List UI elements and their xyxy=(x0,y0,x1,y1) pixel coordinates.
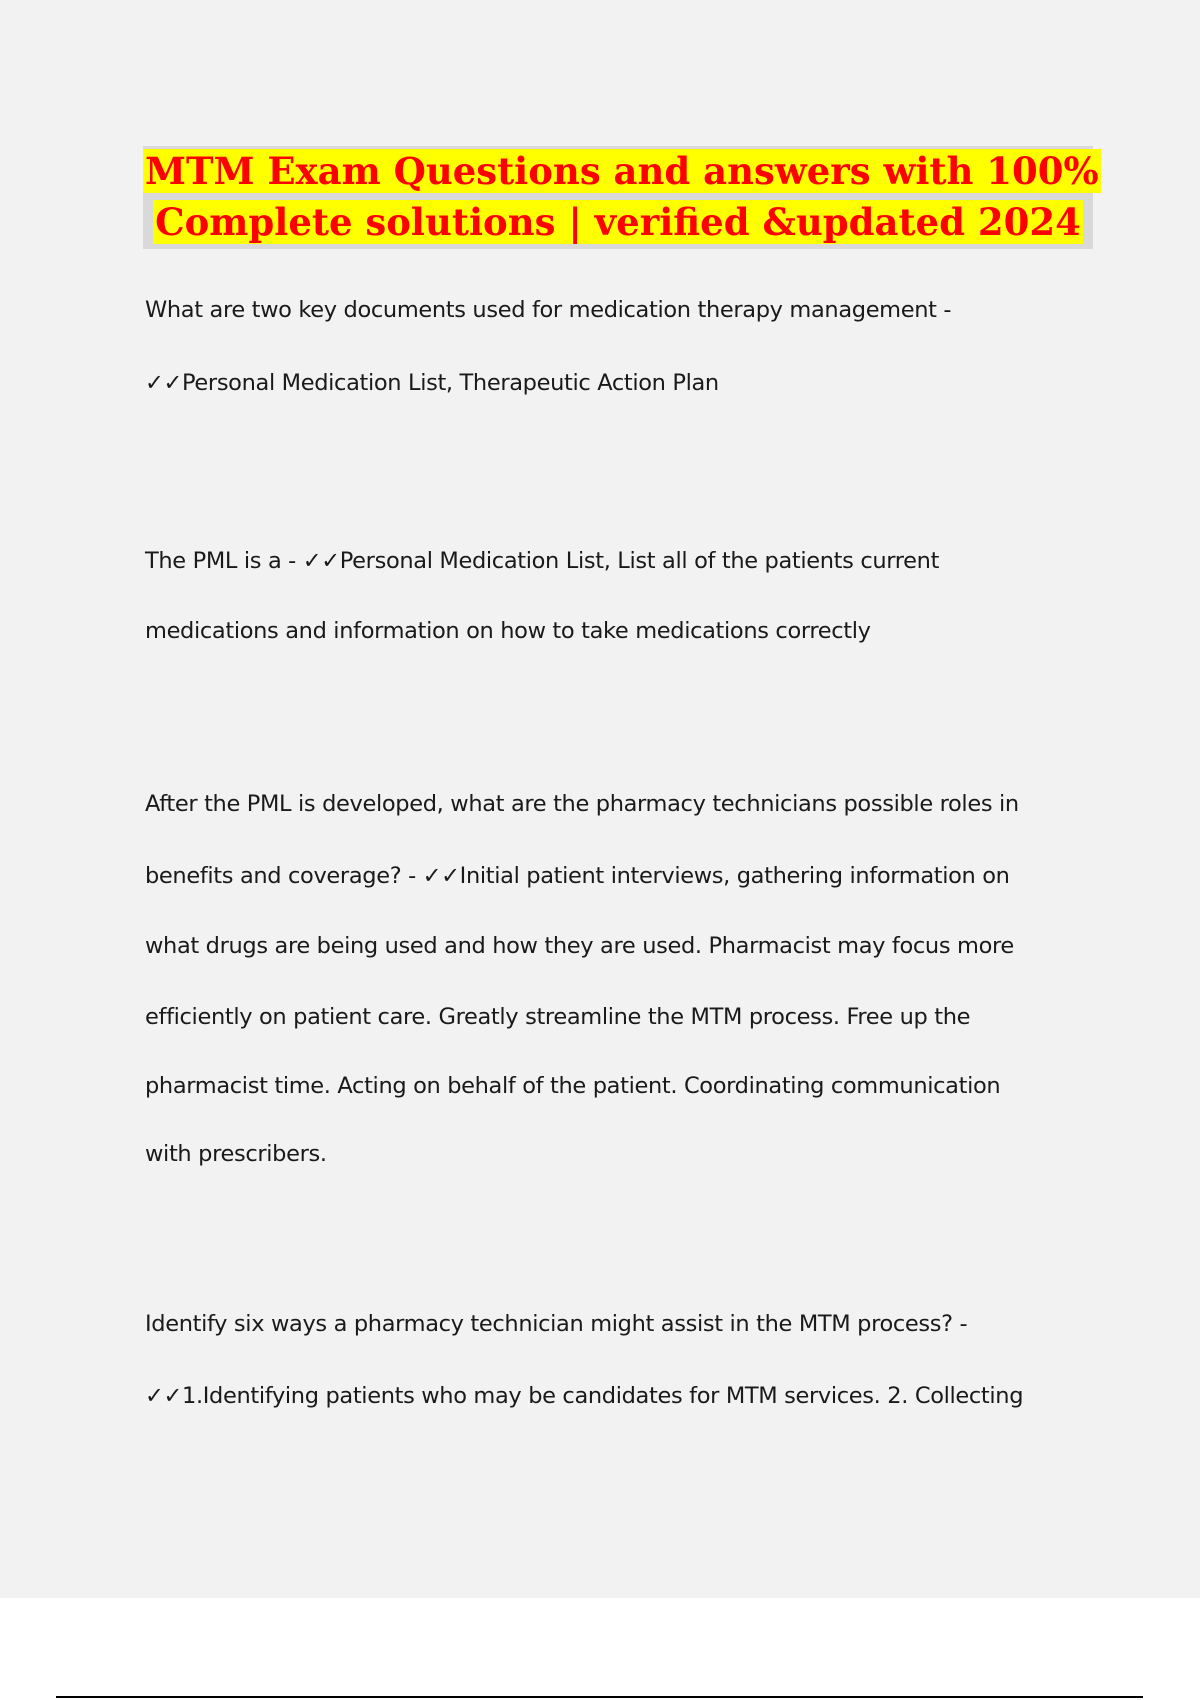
title-line-1: MTM Exam Questions and answers with 100% xyxy=(145,149,1099,193)
answer-4-text: ✓✓1.Identifying patients who may be candidates for MTM services. 2. Collecting xyxy=(145,1383,1024,1409)
answer-3-text: with prescribers. xyxy=(145,1141,327,1167)
question-2-text: The PML is a - ✓✓Personal Medication List, List all of the patients current xyxy=(145,548,940,574)
answer-3-text: pharmacist time. Acting on behalf of the patient. Coordinating communication xyxy=(145,1073,1001,1099)
question-3-text: After the PML is developed, what are the pharmacy technicians possible roles in xyxy=(145,791,1019,817)
footer-rule xyxy=(56,1696,1143,1698)
answer-1-text: ✓✓Personal Medication List, Therapeutic Action Plan xyxy=(145,370,719,396)
document-title xyxy=(143,146,1099,249)
answer-3-text: what drugs are being used and how they are used. Pharmacist may focus more xyxy=(145,933,1014,959)
answer-2-text: medications and information on how to take medications correctly xyxy=(145,618,871,644)
question-4-text: Identify six ways a pharmacy technician might assist in the MTM process? - xyxy=(145,1311,968,1337)
question-3-answer-line: benefits and coverage? - ✓✓Initial patient interviews, gathering information on xyxy=(145,863,1010,889)
question-1-text: What are two key documents used for medication therapy management - xyxy=(145,297,952,323)
answer-3-text: efficiently on patient care. Greatly streamline the MTM process. Free up the xyxy=(145,1004,971,1030)
title-line-2: Complete solutions | verified &updated 2024 xyxy=(155,200,1081,244)
